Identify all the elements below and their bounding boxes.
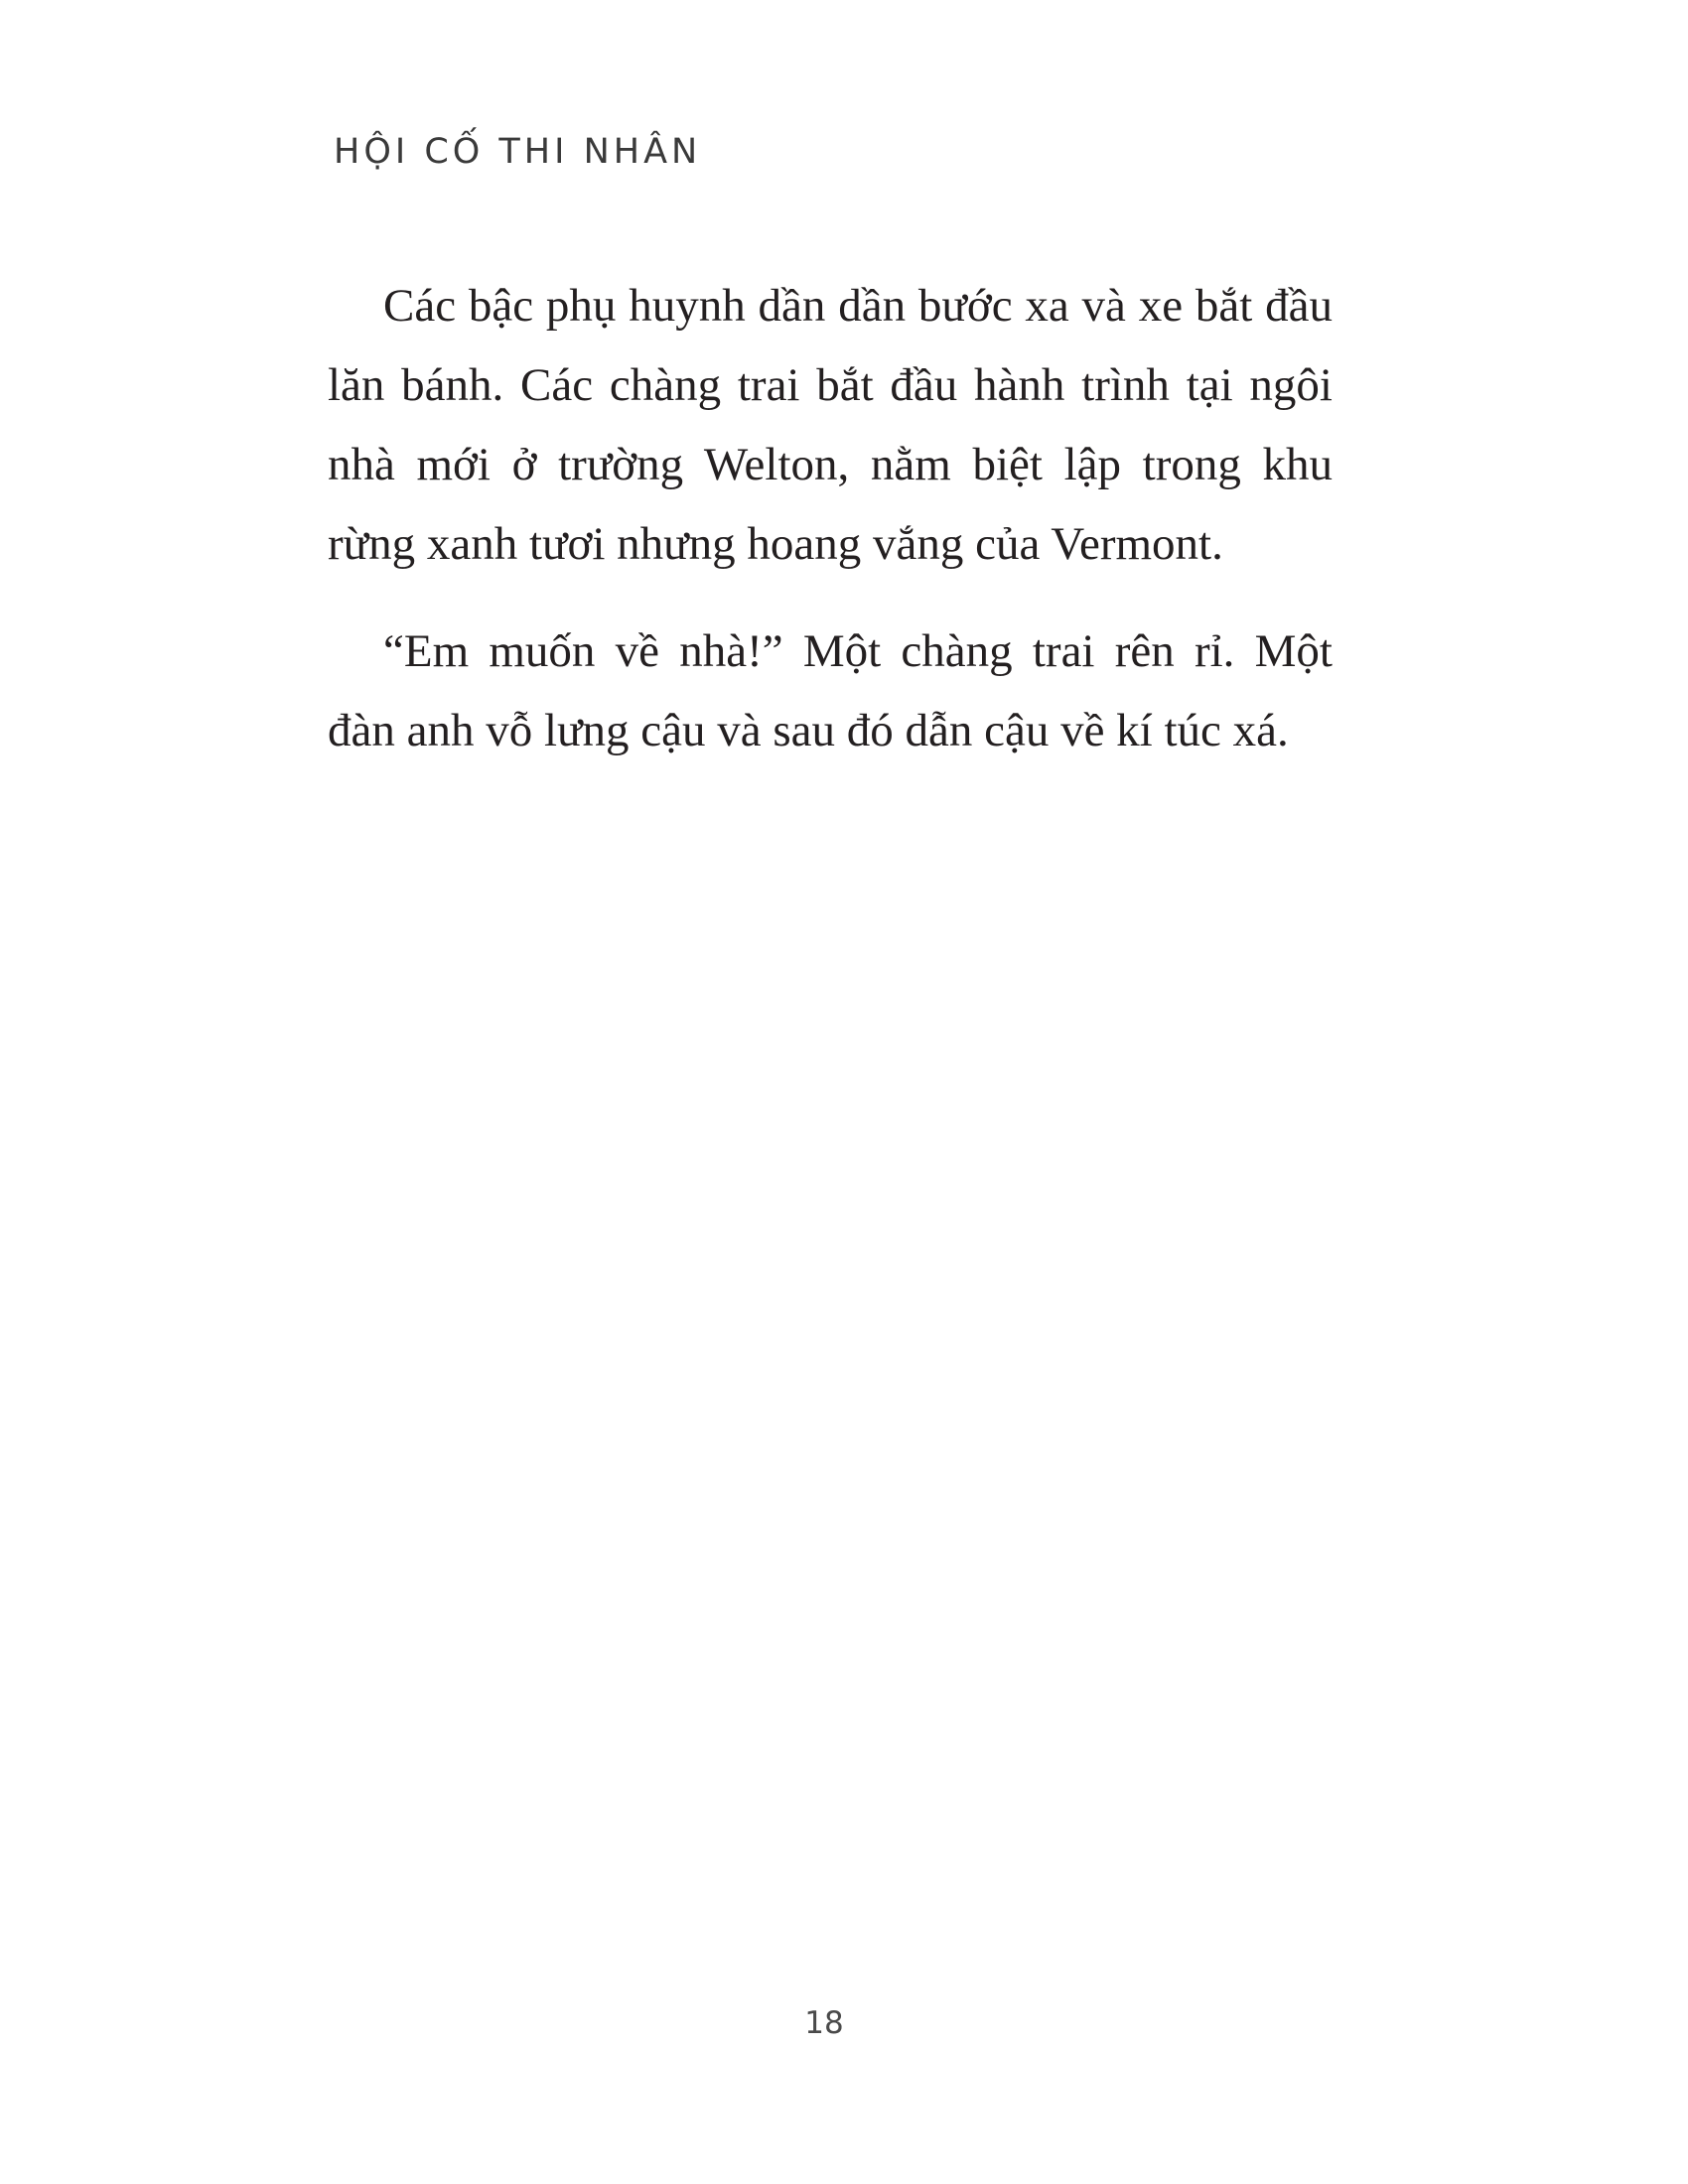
body-text	[328, 266, 1333, 770]
paragraph: Các bậc phụ huynh dần dần bước xa và xe bắt đầu lăn bánh. Các chàng trai bắt đầu hành trình tại ngôi nhà mới ở trường Welton, nằm biệt lập trong khu rừng xanh tươi nhưng hoang vắng của Vermont.	[328, 280, 1333, 570]
page-number: 18	[804, 2005, 844, 2041]
running-header-title: HỘI CỐ THI NHÂN	[334, 132, 702, 172]
paragraph: “Em muốn về nhà!” Một chàng trai rên rỉ. Một đàn anh vỗ lưng cậu và sau đó dẫn cậu về kí túc xá.	[328, 625, 1333, 756]
